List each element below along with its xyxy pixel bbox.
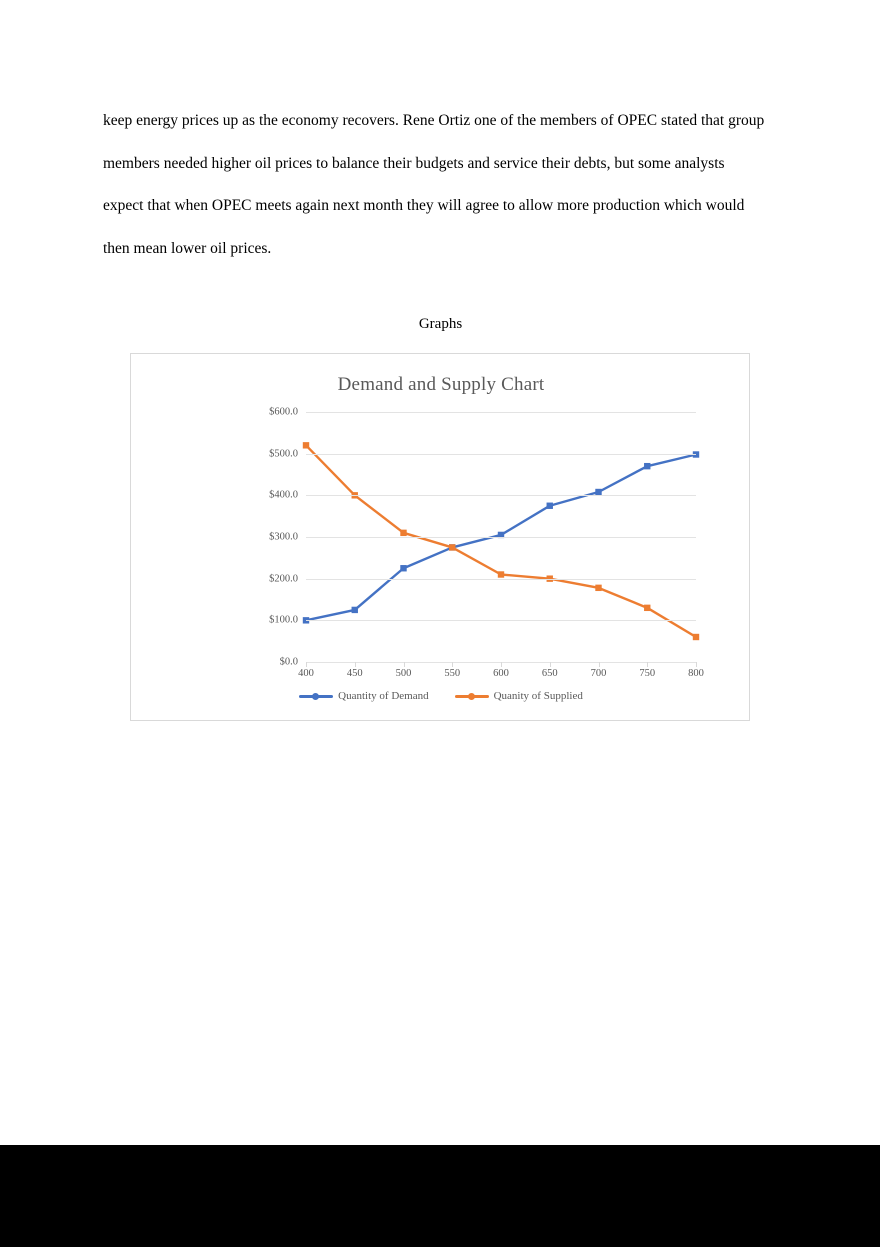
chart-x-tick-label: 500 — [395, 668, 412, 679]
chart-data-point — [644, 605, 650, 611]
chart-legend-item[interactable] — [455, 690, 583, 702]
chart-y-tick-label: $200.0 — [269, 573, 298, 585]
chart-x-tick-label: 400 — [298, 668, 314, 679]
legend-swatch-icon — [299, 691, 333, 701]
chart-data-point — [352, 607, 358, 613]
chart-y-tick-label: $300.0 — [269, 531, 298, 543]
chart-data-point — [400, 530, 406, 536]
legend-swatch-icon — [455, 691, 489, 701]
chart-legend-label: Quanity of Supplied — [493, 690, 583, 702]
chart-x-tick — [696, 662, 697, 667]
chart-x-tick — [355, 662, 356, 667]
chart-legend-label: Quantity of Demand — [338, 690, 429, 702]
chart-data-point — [498, 571, 504, 577]
chart-x-tick-label: 750 — [639, 668, 656, 679]
chart-data-point — [693, 634, 699, 640]
chart-gridline — [306, 537, 696, 538]
chart-x-tick — [452, 662, 453, 667]
chart-container — [130, 353, 750, 721]
chart-x-tick-label: 800 — [688, 668, 704, 679]
chart-title: Demand and Supply Chart — [337, 374, 545, 395]
chart-gridline — [306, 412, 696, 413]
chart-data-point — [400, 565, 406, 571]
chart-x-tick-label: 700 — [590, 668, 607, 679]
chart-x-tick — [550, 662, 551, 667]
chart-x-tick — [647, 662, 648, 667]
chart-data-point — [644, 463, 650, 469]
chart-legend — [131, 690, 751, 702]
chart-series-line — [306, 445, 696, 637]
chart-x-tick — [306, 662, 307, 667]
chart-data-point — [449, 544, 455, 550]
chart-y-tick-label: $100.0 — [269, 614, 298, 626]
chart-y-tick-label: $600.0 — [269, 406, 298, 418]
chart-data-point — [303, 442, 309, 448]
chart-y-tick-label: $500.0 — [269, 448, 298, 460]
chart-x-tick — [501, 662, 502, 667]
chart-legend-item[interactable] — [299, 690, 428, 702]
chart-data-point — [595, 585, 601, 591]
chart-x-tick-label: 550 — [444, 668, 461, 679]
chart-data-point — [547, 503, 553, 509]
chart-x-tick — [404, 662, 405, 667]
chart-y-tick-label: $0.0 — [279, 656, 298, 668]
chart-gridline — [306, 620, 696, 621]
chart-x-tick-label: 600 — [493, 668, 509, 679]
chart-x-tick-label: 450 — [346, 668, 363, 679]
chart-plot-area — [269, 406, 704, 679]
chart-gridline — [306, 454, 696, 455]
body-paragraph: keep energy prices up as the economy recovers. Rene Ortiz one of the members of OPEC stated that group members needed higher oil prices to balance their budgets and service their debts, but some analysts expect that when OPEC meets again next month they will agree to allow more production which would then mean lower oil prices. — [103, 112, 765, 257]
page-bottom-band — [0, 1145, 880, 1247]
chart-gridline — [306, 495, 696, 496]
chart-gridline — [306, 579, 696, 580]
chart-data-point — [595, 489, 601, 495]
graphs-caption: Graphs — [418, 316, 463, 332]
chart-x-tick — [599, 662, 600, 667]
chart-y-tick-label: $400.0 — [269, 489, 298, 501]
chart-x-tick-label: 650 — [541, 668, 558, 679]
